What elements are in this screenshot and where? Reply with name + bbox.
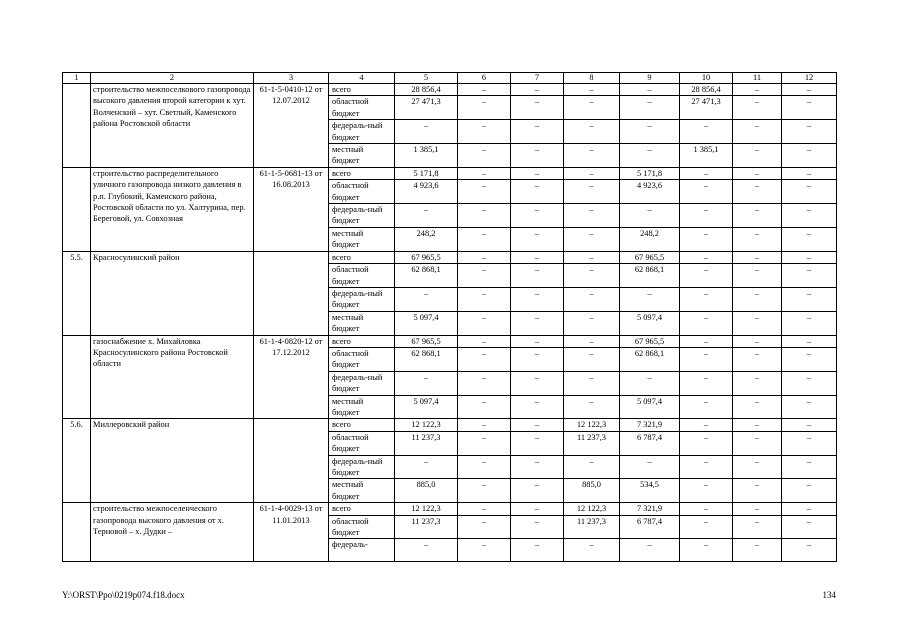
table-row — [63, 84, 837, 96]
value-cell: 5 097,4 — [620, 311, 680, 335]
value-cell: – — [511, 335, 564, 347]
value-cell: – — [680, 455, 733, 479]
value-cell: – — [782, 347, 837, 371]
value-cell: 27 471,3 — [395, 96, 458, 120]
value-cell: – — [564, 180, 620, 204]
value-cell: – — [511, 84, 564, 96]
value-cell: – — [680, 120, 733, 144]
funding-source: федераль-ный бюджет — [329, 204, 395, 228]
item-number — [63, 335, 91, 419]
value-cell: – — [680, 264, 733, 288]
value-cell: – — [564, 264, 620, 288]
column-number-6: 6 — [458, 73, 511, 84]
value-cell: – — [458, 311, 511, 335]
value-cell: – — [564, 335, 620, 347]
value-cell: – — [782, 503, 837, 515]
value-cell: – — [458, 167, 511, 179]
value-cell: – — [733, 539, 782, 562]
value-cell: – — [680, 167, 733, 179]
funding-source: областной бюджет — [329, 264, 395, 288]
value-cell: – — [680, 515, 733, 539]
item-name: строительство межпоселкового газопровода высокого давления второй категории к хут. Волченский – хут. Светлый, Каменского района Ростовской области — [91, 84, 254, 168]
value-cell: – — [782, 120, 837, 144]
value-cell: – — [564, 204, 620, 228]
value-cell: – — [564, 96, 620, 120]
value-cell: – — [511, 311, 564, 335]
table-row — [63, 335, 837, 347]
value-cell: 12 122,3 — [395, 419, 458, 431]
value-cell: – — [395, 371, 458, 395]
value-cell: – — [680, 479, 733, 503]
value-cell: 5 097,4 — [395, 311, 458, 335]
value-cell: – — [620, 84, 680, 96]
column-number-8: 8 — [564, 73, 620, 84]
value-cell: 5 171,8 — [395, 167, 458, 179]
funding-source: всего — [329, 419, 395, 431]
document-number: 61-1-4-0029-13 от 11.01.2013 — [254, 503, 329, 562]
value-cell: – — [511, 347, 564, 371]
funding-source: федераль-ный бюджет — [329, 371, 395, 395]
value-cell: – — [733, 167, 782, 179]
budget-table — [62, 72, 837, 562]
value-cell: – — [458, 515, 511, 539]
value-cell: 885,0 — [395, 479, 458, 503]
value-cell: – — [680, 431, 733, 455]
value-cell: 62 868,1 — [395, 347, 458, 371]
value-cell: – — [680, 419, 733, 431]
value-cell: – — [564, 311, 620, 335]
value-cell: – — [511, 515, 564, 539]
value-cell: – — [620, 371, 680, 395]
value-cell: 5 097,4 — [395, 395, 458, 419]
value-cell: – — [680, 180, 733, 204]
column-number-row — [63, 73, 837, 84]
value-cell: – — [564, 395, 620, 419]
budget-table-page — [62, 72, 836, 562]
column-number-12: 12 — [782, 73, 837, 84]
value-cell: – — [782, 84, 837, 96]
funding-source: местный бюджет — [329, 395, 395, 419]
value-cell: – — [782, 167, 837, 179]
value-cell: – — [782, 431, 837, 455]
value-cell: – — [782, 204, 837, 228]
funding-source: областной бюджет — [329, 347, 395, 371]
funding-source: всего — [329, 503, 395, 515]
value-cell: – — [680, 371, 733, 395]
value-cell: 4 923,6 — [620, 180, 680, 204]
value-cell: – — [395, 287, 458, 311]
value-cell: – — [395, 455, 458, 479]
value-cell: 248,2 — [395, 227, 458, 251]
value-cell: – — [680, 395, 733, 419]
value-cell: – — [458, 431, 511, 455]
value-cell: – — [733, 311, 782, 335]
value-cell: – — [511, 204, 564, 228]
value-cell: – — [620, 96, 680, 120]
value-cell: 67 965,5 — [620, 251, 680, 263]
value-cell: – — [511, 455, 564, 479]
value-cell: – — [680, 311, 733, 335]
column-number-10: 10 — [680, 73, 733, 84]
item-number — [63, 503, 91, 562]
value-cell: – — [511, 431, 564, 455]
value-cell: – — [782, 479, 837, 503]
value-cell: – — [733, 251, 782, 263]
value-cell: – — [620, 455, 680, 479]
funding-source: местный бюджет — [329, 311, 395, 335]
document-number: 61-1-4-0820-12 от 17.12.2012 — [254, 335, 329, 419]
value-cell: 12 122,3 — [564, 503, 620, 515]
item-name: строительство межпоселенческого газопровода высокого давления от х. Терновой – х. Дудки – — [91, 503, 254, 562]
value-cell: – — [733, 204, 782, 228]
value-cell: – — [458, 227, 511, 251]
value-cell: 4 923,6 — [395, 180, 458, 204]
value-cell: – — [782, 287, 837, 311]
table-row — [63, 503, 837, 515]
value-cell: – — [782, 539, 837, 562]
value-cell: – — [458, 287, 511, 311]
funding-source: областной бюджет — [329, 431, 395, 455]
value-cell: – — [511, 96, 564, 120]
item-name: Миллеровский район — [91, 419, 254, 503]
value-cell: – — [511, 503, 564, 515]
value-cell: 62 868,1 — [620, 264, 680, 288]
value-cell: – — [733, 287, 782, 311]
value-cell: – — [395, 204, 458, 228]
value-cell: 62 868,1 — [620, 347, 680, 371]
value-cell: – — [733, 455, 782, 479]
value-cell: – — [458, 84, 511, 96]
table-row — [63, 419, 837, 431]
value-cell: – — [733, 431, 782, 455]
value-cell: – — [564, 227, 620, 251]
value-cell: – — [782, 180, 837, 204]
funding-source: всего — [329, 167, 395, 179]
value-cell: – — [564, 287, 620, 311]
value-cell: 6 787,4 — [620, 515, 680, 539]
funding-source: местный бюджет — [329, 144, 395, 168]
value-cell: 67 965,5 — [620, 335, 680, 347]
item-number: 5.6. — [63, 419, 91, 503]
value-cell: – — [511, 251, 564, 263]
value-cell: – — [458, 371, 511, 395]
value-cell: – — [458, 419, 511, 431]
value-cell: – — [680, 204, 733, 228]
value-cell: – — [782, 96, 837, 120]
value-cell: – — [733, 120, 782, 144]
value-cell: 7 321,9 — [620, 419, 680, 431]
value-cell: – — [511, 120, 564, 144]
value-cell: – — [511, 227, 564, 251]
funding-source: местный бюджет — [329, 227, 395, 251]
value-cell: – — [620, 539, 680, 562]
table-row — [63, 251, 837, 263]
value-cell: – — [458, 479, 511, 503]
column-number-2: 2 — [91, 73, 254, 84]
value-cell: – — [733, 227, 782, 251]
value-cell: – — [458, 503, 511, 515]
value-cell: – — [511, 144, 564, 168]
value-cell: 62 868,1 — [395, 264, 458, 288]
value-cell: – — [458, 395, 511, 419]
value-cell: 12 122,3 — [564, 419, 620, 431]
value-cell: 1 385,1 — [395, 144, 458, 168]
value-cell: 67 965,5 — [395, 251, 458, 263]
value-cell: – — [620, 144, 680, 168]
column-number-7: 7 — [511, 73, 564, 84]
value-cell: – — [458, 251, 511, 263]
value-cell: – — [564, 167, 620, 179]
value-cell: 5 171,8 — [620, 167, 680, 179]
item-name: строительство распределительного уличного газопровода низкого давления в р.п. Глубокий, Каменского района, Ростовской области по ул. Халтурина, пер. Береговой, ул. Совхозная — [91, 167, 254, 251]
value-cell: – — [733, 503, 782, 515]
value-cell: 248,2 — [620, 227, 680, 251]
table-row — [63, 167, 837, 179]
value-cell: – — [782, 144, 837, 168]
funding-source: федераль-ный бюджет — [329, 287, 395, 311]
document-number: 61-1-5-0410-12 от 12.07.2012 — [254, 84, 329, 168]
value-cell: – — [680, 335, 733, 347]
value-cell: – — [458, 264, 511, 288]
value-cell: 11 237,3 — [564, 515, 620, 539]
value-cell: 28 856,4 — [680, 84, 733, 96]
value-cell: – — [511, 371, 564, 395]
column-number-9: 9 — [620, 73, 680, 84]
value-cell: – — [782, 335, 837, 347]
value-cell: – — [395, 120, 458, 144]
column-number-4: 4 — [329, 73, 395, 84]
value-cell: – — [782, 419, 837, 431]
value-cell: – — [782, 371, 837, 395]
value-cell: – — [782, 515, 837, 539]
value-cell: – — [511, 539, 564, 562]
value-cell: – — [733, 180, 782, 204]
value-cell: – — [564, 84, 620, 96]
value-cell: – — [564, 120, 620, 144]
value-cell: – — [733, 371, 782, 395]
value-cell: – — [620, 287, 680, 311]
value-cell: – — [733, 84, 782, 96]
value-cell: – — [511, 419, 564, 431]
value-cell: – — [458, 120, 511, 144]
value-cell: – — [564, 347, 620, 371]
value-cell: – — [680, 227, 733, 251]
value-cell: – — [733, 144, 782, 168]
funding-source: федераль-ный бюджет — [329, 120, 395, 144]
value-cell: – — [733, 419, 782, 431]
value-cell: – — [511, 180, 564, 204]
value-cell: – — [458, 204, 511, 228]
value-cell: 7 321,9 — [620, 503, 680, 515]
value-cell: 11 237,3 — [564, 431, 620, 455]
value-cell: – — [458, 144, 511, 168]
value-cell: – — [782, 311, 837, 335]
value-cell: – — [458, 335, 511, 347]
value-cell: 27 471,3 — [680, 96, 733, 120]
value-cell: 6 787,4 — [620, 431, 680, 455]
value-cell: – — [733, 479, 782, 503]
column-number-3: 3 — [254, 73, 329, 84]
value-cell: – — [564, 539, 620, 562]
value-cell: – — [458, 539, 511, 562]
page-number: 134 — [822, 590, 836, 600]
value-cell: – — [620, 204, 680, 228]
document-number — [254, 419, 329, 503]
value-cell: – — [564, 455, 620, 479]
value-cell: – — [511, 264, 564, 288]
value-cell: – — [782, 395, 837, 419]
funding-source: федераль- — [329, 539, 395, 562]
funding-source: местный бюджет — [329, 479, 395, 503]
value-cell: – — [458, 180, 511, 204]
column-number-5: 5 — [395, 73, 458, 84]
value-cell: 534,5 — [620, 479, 680, 503]
value-cell: – — [680, 503, 733, 515]
value-cell: – — [782, 251, 837, 263]
value-cell: 28 856,4 — [395, 84, 458, 96]
document-number: 61-1-5-0681-13 от 16.08.2013 — [254, 167, 329, 251]
value-cell: – — [782, 455, 837, 479]
value-cell: – — [458, 96, 511, 120]
column-number-1: 1 — [63, 73, 91, 84]
value-cell: – — [733, 395, 782, 419]
value-cell: – — [458, 455, 511, 479]
value-cell: – — [620, 120, 680, 144]
value-cell: – — [564, 251, 620, 263]
value-cell: – — [511, 167, 564, 179]
value-cell: – — [564, 371, 620, 395]
value-cell: 1 385,1 — [680, 144, 733, 168]
file-path: Y:\ORST\Ppo\0219p074.f18.docx — [62, 590, 185, 600]
document-number — [254, 251, 329, 335]
value-cell: 5 097,4 — [620, 395, 680, 419]
value-cell: – — [511, 395, 564, 419]
value-cell: – — [782, 227, 837, 251]
funding-source: всего — [329, 84, 395, 96]
value-cell: – — [733, 515, 782, 539]
value-cell: – — [680, 539, 733, 562]
item-number — [63, 84, 91, 168]
funding-source: областной бюджет — [329, 515, 395, 539]
value-cell: – — [680, 251, 733, 263]
item-number — [63, 167, 91, 251]
value-cell: 67 965,5 — [395, 335, 458, 347]
item-number: 5.5. — [63, 251, 91, 335]
value-cell: – — [458, 347, 511, 371]
column-number-11: 11 — [733, 73, 782, 84]
value-cell: 11 237,3 — [395, 431, 458, 455]
funding-source: всего — [329, 335, 395, 347]
funding-source: федераль-ный бюджет — [329, 455, 395, 479]
value-cell: 12 122,3 — [395, 503, 458, 515]
value-cell: 885,0 — [564, 479, 620, 503]
value-cell: – — [511, 479, 564, 503]
funding-source: областной бюджет — [329, 96, 395, 120]
value-cell: – — [680, 287, 733, 311]
value-cell: – — [564, 144, 620, 168]
value-cell: 11 237,3 — [395, 515, 458, 539]
value-cell: – — [511, 287, 564, 311]
value-cell: – — [733, 264, 782, 288]
value-cell: – — [680, 347, 733, 371]
value-cell: – — [733, 96, 782, 120]
value-cell: – — [733, 347, 782, 371]
value-cell: – — [395, 539, 458, 562]
funding-source: областной бюджет — [329, 180, 395, 204]
value-cell: – — [733, 335, 782, 347]
item-name: газоснабжение х. Михайловка Красносулинского района Ростовской области — [91, 335, 254, 419]
item-name: Красносулинский район — [91, 251, 254, 335]
value-cell: – — [782, 264, 837, 288]
funding-source: всего — [329, 251, 395, 263]
